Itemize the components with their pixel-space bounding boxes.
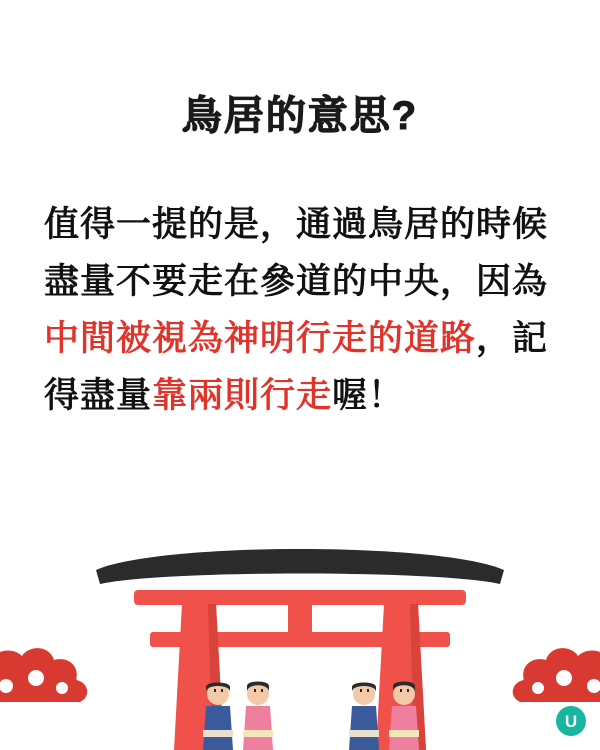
page-title: 鳥居的意思?	[181, 94, 419, 138]
illustration	[0, 520, 600, 750]
visitor-pair-right	[342, 678, 428, 750]
watermark-badge: U	[556, 706, 586, 736]
visitor-pair-left	[196, 678, 282, 750]
body-segment: 中間被視為神明行走的道路	[44, 319, 477, 358]
body-segment: 值得一提的是，通過鳥居的時候盡量不要走在參道的中央，因為	[44, 205, 549, 301]
body-paragraph	[44, 196, 564, 424]
body-segment: ，記得盡量	[44, 319, 549, 415]
torii-gate-icon	[90, 540, 510, 750]
body-segment: 喔！	[332, 376, 405, 415]
body-segment: 靠兩則行走	[152, 376, 333, 415]
